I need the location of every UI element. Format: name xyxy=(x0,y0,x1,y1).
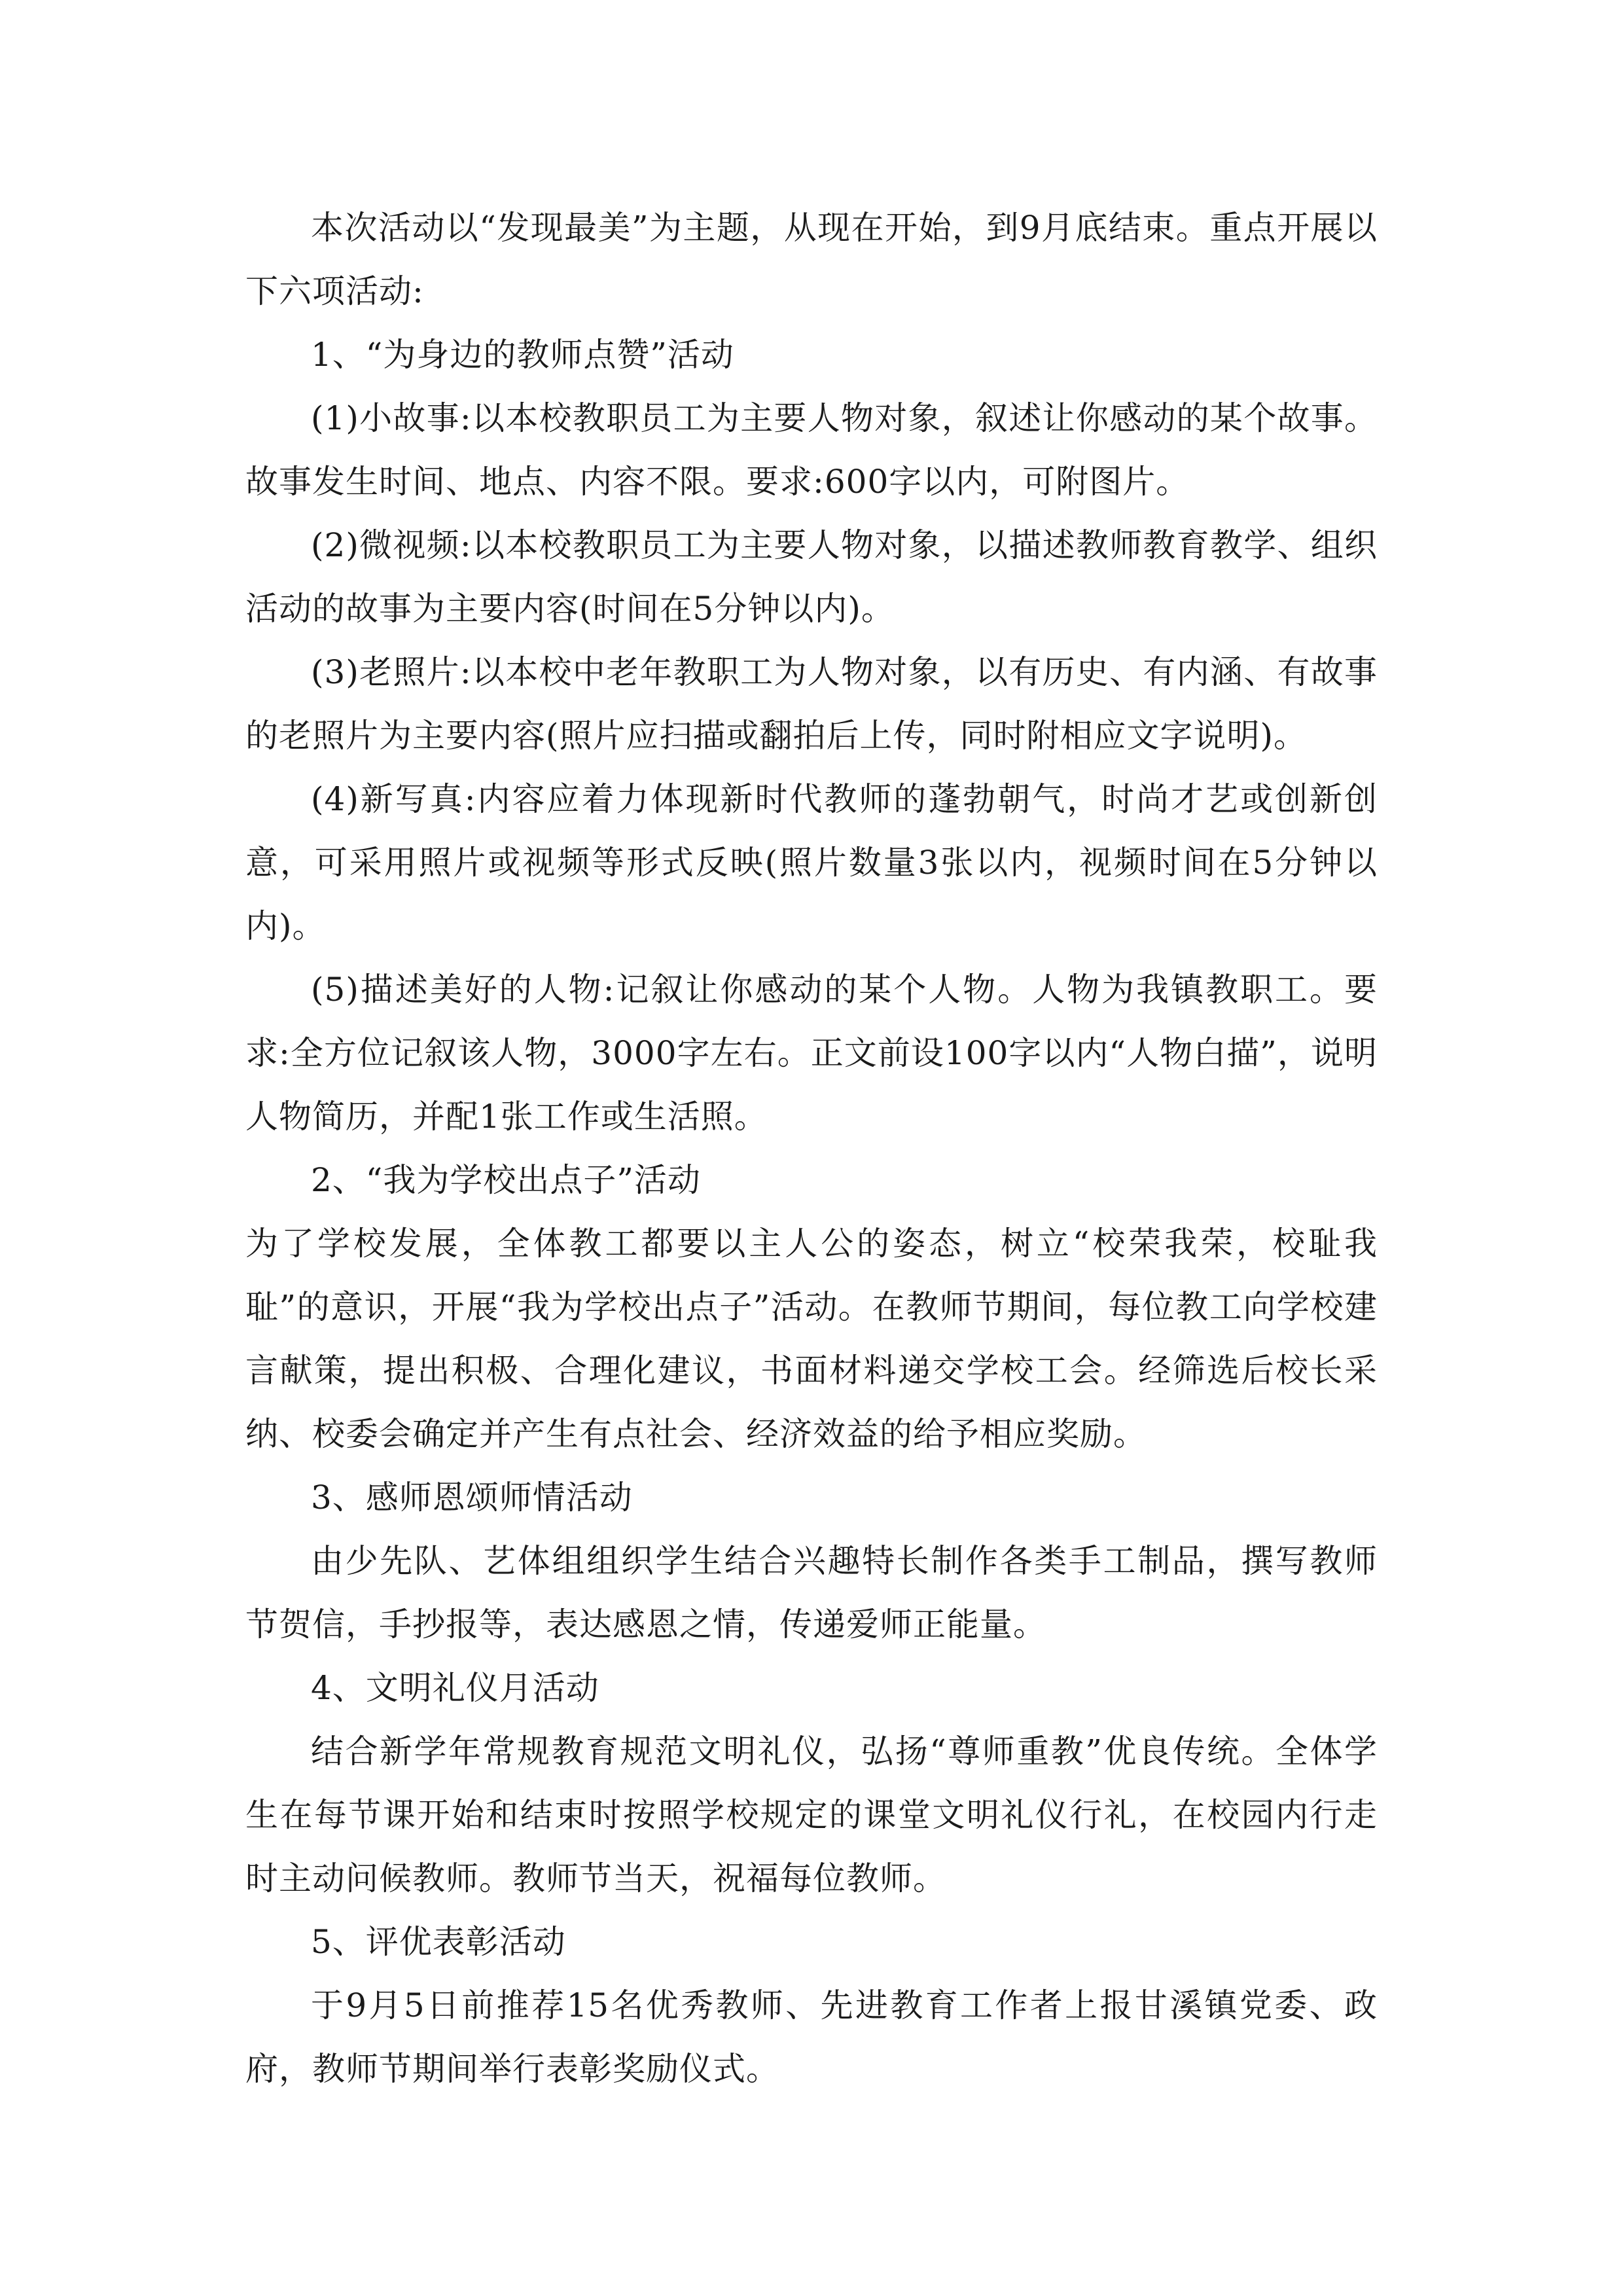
section-4-body: 结合新学年常规教育规范文明礼仪，弘扬“尊师重教”优良传统。全体学生在每节课开始和结束时按照学校规定的课堂文明礼仪行礼，在校园内行走时主动问候教师。教师节当天，祝福每位教师。 xyxy=(245,1732,1378,1897)
section-heading-2: 2、“我为学校出点子”活动 xyxy=(311,1161,701,1199)
section-3-body: 由少先队、艺体组组织学生结合兴趣特长制作各类手工制品，撰写教师节贺信，手抄报等，表达感恩之情，传递爱师正能量。 xyxy=(245,1542,1378,1643)
subitem-2-video: (2)微视频:以本校教职员工为主要人物对象，以描述教师教育教学、组织活动的故事为主要内容(时间在5分钟以内)。 xyxy=(245,526,1378,628)
subitem-4-new-portrait: (4)新写真:内容应着力体现新时代教师的蓬勃朝气，时尚才艺或创新创意，可采用照片或视频等形式反映(照片数量3张以内，视频时间在5分钟以内)。 xyxy=(245,780,1378,945)
document-page xyxy=(245,196,1378,2101)
intro-paragraph: 本次活动以“发现最美”为主题，从现在开始，到9月底结束。重点开展以下六项活动: xyxy=(245,209,1378,310)
section-heading-1: 1、“为身边的教师点赞”活动 xyxy=(311,336,734,374)
subitem-5-person: (5)描述美好的人物:记叙让你感动的某个人物。人物为我镇教职工。要求:全方位记叙该人物，3000字左右。正文前设100字以内“人物白描”，说明人物简历，并配1张工作或生活照。 xyxy=(245,971,1378,1136)
subitem-3-old-photo: (3)老照片:以本校中老年教职工为人物对象，以有历史、有内涵、有故事的老照片为主要内容(照片应扫描或翻拍后上传，同时附相应文字说明)。 xyxy=(245,653,1378,755)
section-heading-3: 3、感师恩颂师情活动 xyxy=(311,1479,633,1516)
section-heading-5: 5、评优表彰活动 xyxy=(311,1923,566,1961)
section-heading-4: 4、文明礼仪月活动 xyxy=(311,1669,599,1707)
subitem-1-story: (1)小故事:以本校教职员工为主要人物对象，叙述让你感动的某个故事。故事发生时间、地点、内容不限。要求:600字以内，可附图片。 xyxy=(245,399,1378,501)
section-2-body: 为了学校发展，全体教工都要以主人公的姿态，树立“校荣我荣，校耻我耻”的意识，开展“我为学校出点子”活动。在教师节期间，每位教工向学校建言献策，提出积极、合理化建议，书面材料递交学校工会。经筛选后校长采纳、校委会确定并产生有点社会、经济效益的给予相应奖励。 xyxy=(245,1225,1378,1453)
section-5-body: 于9月5日前推荐15名优秀教师、先进教育工作者上报甘溪镇党委、政府，教师节期间举行表彰奖励仪式。 xyxy=(245,1986,1378,2088)
